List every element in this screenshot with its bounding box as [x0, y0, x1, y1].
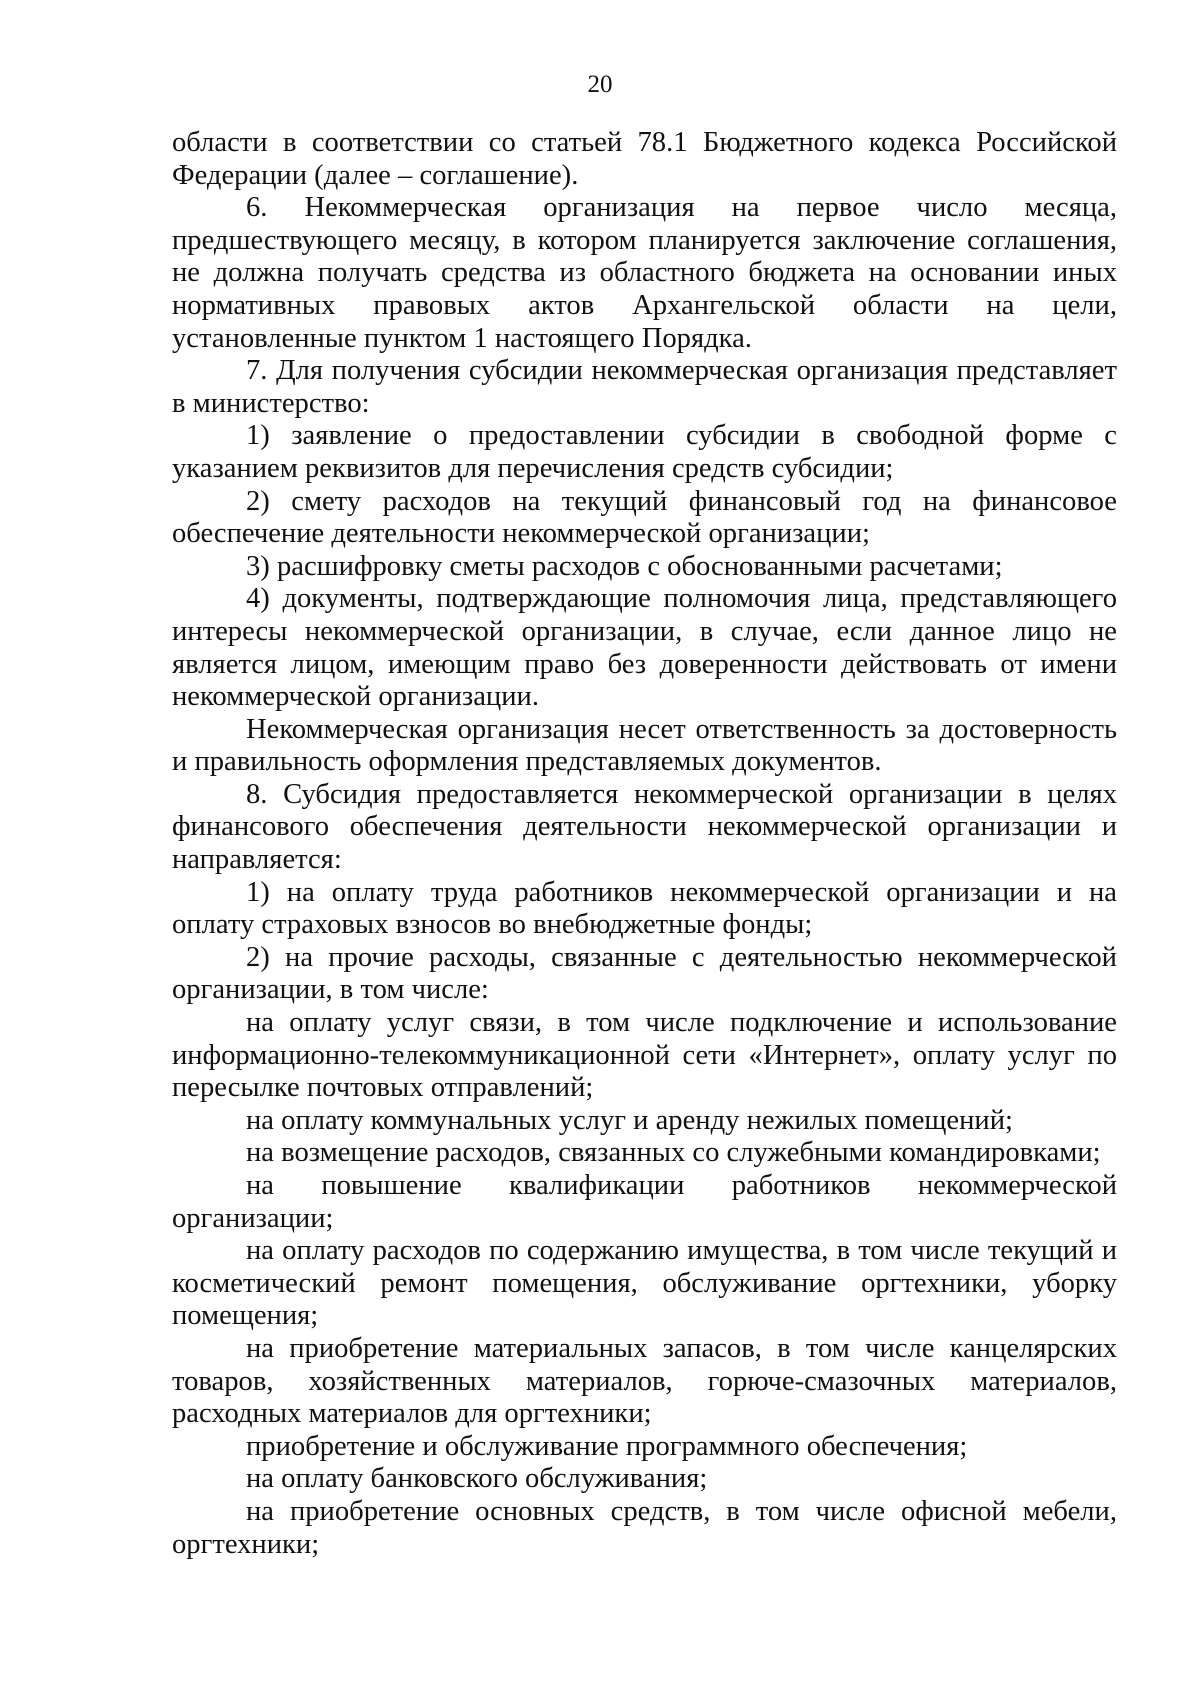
page-number: 20	[587, 71, 613, 98]
paragraph: 3) расшифровку сметы расходов с обоснованными расчетами;	[246, 550, 1003, 582]
paragraph: 7. Для получения субсидии некоммерческая организация представляет в министерство:	[172, 355, 1117, 419]
paragraph: Некоммерческая организация несет ответственность за достоверность и правильность оформления представляемых документов.	[172, 713, 1117, 778]
paragraph: на повышение квалификации работников некоммерческой организации;	[172, 1170, 1117, 1234]
paragraph: приобретение и обслуживание программного обеспечения;	[246, 1430, 968, 1462]
paragraph: на оплату расходов по содержанию имущества, в том числе текущий и косметический ремонт помещения, обслуживание оргтехники, уборку помещения;	[172, 1235, 1117, 1332]
paragraph: на возмещение расходов, связанных со служебными командировками;	[246, 1137, 1101, 1169]
paragraph: на оплату коммунальных услуг и аренду нежилых помещений;	[246, 1104, 1013, 1136]
paragraph: области в соответствии со статьей 78.1 Бюджетного кодекса Российской Федерации (далее – соглашение).	[172, 127, 1117, 191]
paragraph: на приобретение материальных запасов, в том числе канцелярских товаров, хозяйственных материалов, горюче-смазочных материалов, расходных материалов для оргтехники;	[172, 1332, 1117, 1430]
document-body	[172, 127, 1117, 1561]
paragraph: на оплату услуг связи, в том числе подключение и использование информационно-телекоммуникационной сети «Интернет», оплату услуг по пересылке почтовых отправлений;	[172, 1007, 1117, 1104]
paragraph: 2) на прочие расходы, связанные с деятельностью некоммерческой организации, в том числе:	[172, 941, 1117, 1006]
paragraph: на приобретение основных средств, в том числе офисной мебели, оргтехники;	[172, 1495, 1117, 1560]
paragraph: 6. Некоммерческая организация на первое число месяца, предшествующего месяцу, в котором планируется заключение соглашения, не должна получать средства из областного бюджета на основании иных нормативных правовых актов Архангельской области на цели, установленные пунктом 1 настоящего Порядка.	[172, 192, 1117, 354]
paragraph: 2) смету расходов на текущий финансовый год на финансовое обеспечение деятельности некоммерческой организации;	[172, 485, 1117, 550]
paragraph: 1) заявление о предоставлении субсидии в свободной форме с указанием реквизитов для перечисления средств субсидии;	[172, 420, 1117, 484]
paragraph: 1) на оплату труда работников некоммерческой организации и на оплату страховых взносов во внебюджетные фонды;	[172, 876, 1117, 941]
paragraph: 8. Субсидия предоставляется некоммерческой организации в целях финансового обеспечения деятельности некоммерческой организации и направляется:	[172, 778, 1117, 876]
paragraph: на оплату банковского обслуживания;	[246, 1463, 708, 1495]
paragraph: 4) документы, подтверждающие полномочия лица, представляющего интересы некоммерческой организации, в случае, если данное лицо не является лицом, имеющим право без доверенности действовать от имени некоммерческой организации.	[172, 583, 1117, 713]
